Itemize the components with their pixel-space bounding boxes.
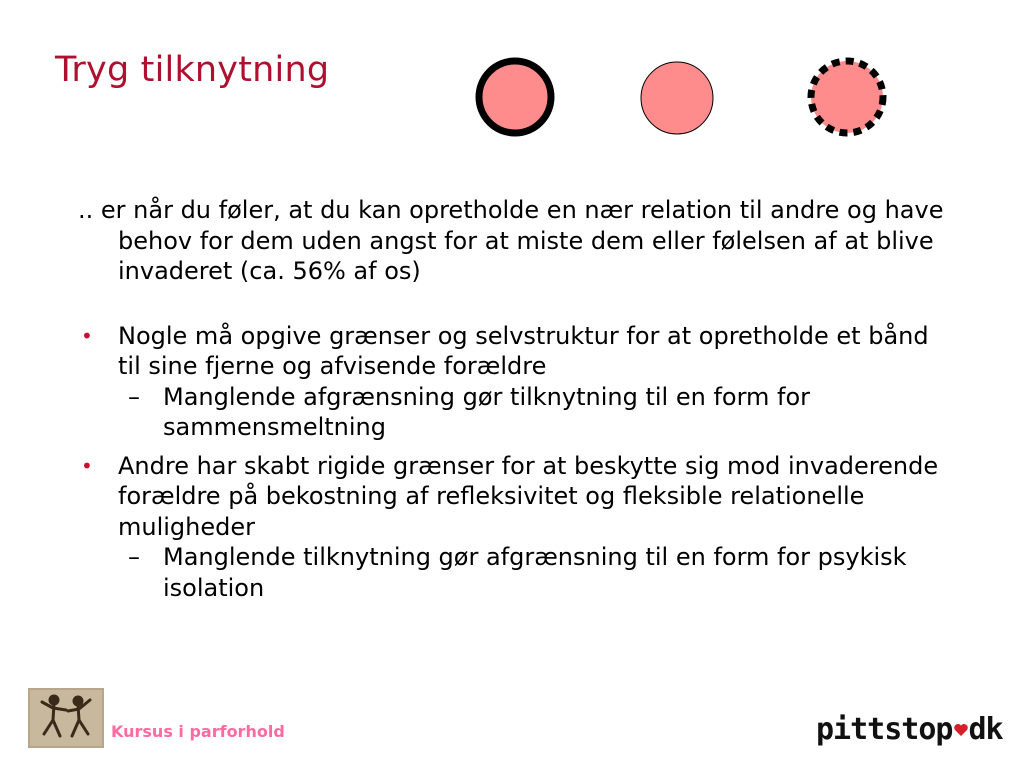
- circle-thick-border: [479, 61, 551, 133]
- sub-text: Manglende afgrænsning gør tilknytning til en form for sammensmeltning: [163, 382, 811, 441]
- sub-item-1: [78, 382, 958, 443]
- intro-paragraph: .. er når du føler, at du kan opretholde en nær relation til andre og have behov for dem uden angst for at miste dem eller følelsen af at blive invaderet (ca. 56% af os): [78, 196, 944, 285]
- brand-left: pittstop: [816, 712, 953, 747]
- slide-body: [78, 195, 958, 611]
- pittstop-logo: [816, 712, 1003, 747]
- bullet-item-2: [78, 451, 958, 543]
- brand-right: dk: [968, 712, 1003, 747]
- heart-icon: [953, 722, 969, 738]
- course-label: Kursus i parforhold: [111, 722, 285, 741]
- boundary-circles: [0, 0, 1024, 160]
- bullet-text: Nogle må opgive grænser og selvstruktur for at opretholde et bånd til sine fjerne og afvisende forældre: [118, 321, 929, 380]
- sub-marker: –: [128, 382, 140, 411]
- sub-text: Manglende tilknytning gør afgrænsning til en form for psykisk isolation: [163, 543, 907, 602]
- dancers-logo-icon: [28, 688, 104, 748]
- sub-item-2: [78, 542, 958, 603]
- sub-marker: –: [128, 543, 140, 571]
- bullet-text: Andre har skabt rigide grænser for at beskytte sig mod invaderende forældre på bekostning af refleksivitet og fleksible relationelle muligheder: [118, 451, 939, 541]
- bullet-marker: •: [81, 453, 93, 478]
- circle-dashed-border: [811, 61, 883, 133]
- bullet-item-1: [78, 321, 958, 382]
- bullet-marker: •: [81, 323, 93, 348]
- slide-title: Tryg tilknytning: [55, 50, 330, 90]
- circle-thin-border: [641, 62, 713, 134]
